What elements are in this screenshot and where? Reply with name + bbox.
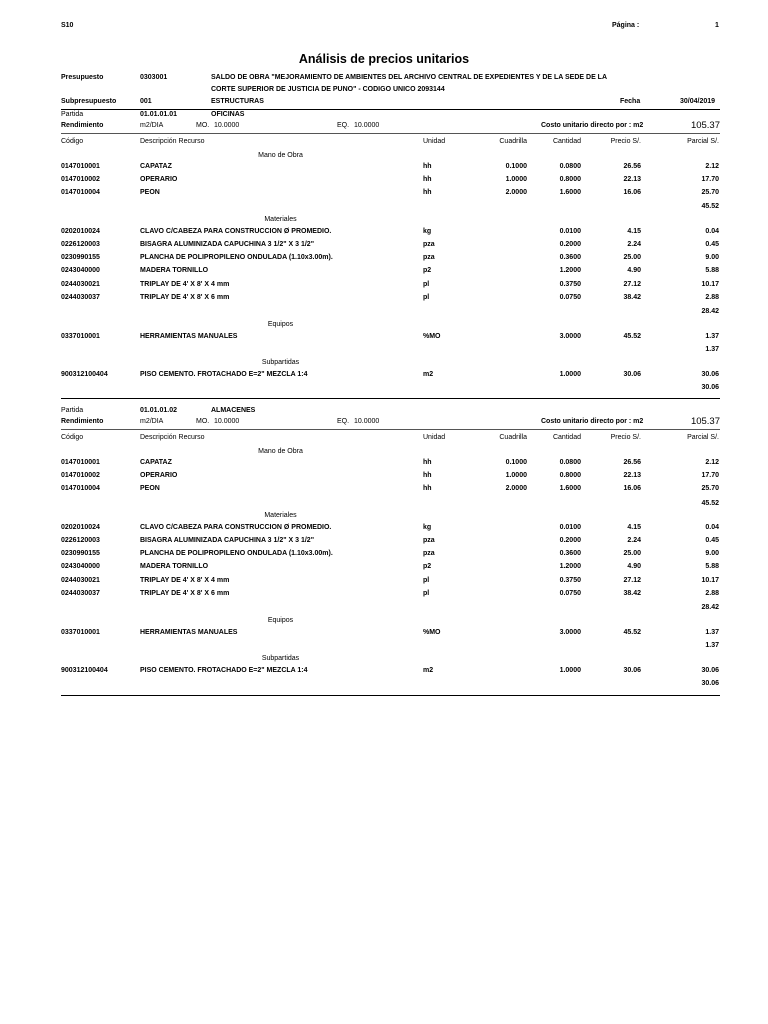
eq-label: EQ. <box>337 418 350 425</box>
subtotal-row: 30.06 <box>701 384 719 391</box>
partida-code: 01.01.01.01 <box>140 111 177 118</box>
table-row: 0202010024 CLAVO C/CABEZA PARA CONSTRUCCION Ø PROMEDIO. kg 0.0100 4.15 0.04 <box>61 228 719 235</box>
section-equipos: Equipos <box>267 617 294 624</box>
table-row: 0147010004 PEON hh 2.0000 1.6000 16.06 25.70 <box>61 485 719 492</box>
table-row: 0244030021 TRIPLAY DE 4' X 8' X 4 mm pl 0.3750 27.12 10.17 <box>61 577 719 584</box>
section-equipos: Equipos <box>267 321 294 328</box>
eq-label: EQ. <box>337 122 350 129</box>
section-subpartidas: Subpartidas <box>261 655 300 662</box>
subtotal-row: 30.06 <box>701 680 719 687</box>
rendimiento-label: Rendimiento <box>61 122 104 129</box>
table-row: 0337010001 HERRAMIENTAS MANUALES %MO 3.0000 45.52 1.37 <box>61 629 719 636</box>
col-cuadrilla: Cuadrilla <box>499 434 527 441</box>
col-descripcion: Descripción Recurso <box>140 434 205 441</box>
table-row: 0337010001 HERRAMIENTAS MANUALES %MO 3.0000 45.52 1.37 <box>61 333 719 340</box>
divider <box>61 133 720 134</box>
table-row: 0202010024 CLAVO C/CABEZA PARA CONSTRUCCION Ø PROMEDIO. kg 0.0100 4.15 0.04 <box>61 524 719 531</box>
subtotal-row: 1.37 <box>705 642 719 649</box>
table-row: 900312100404 PISO CEMENTO. FROTACHADO E=2" MEZCLA 1:4 m2 1.0000 30.06 30.06 <box>61 371 719 378</box>
page-number: 1 <box>715 22 719 29</box>
column-header-row <box>61 431 720 444</box>
divider <box>61 109 720 110</box>
table-row: 0243040000 MADERA TORNILLO p2 1.2000 4.90 5.88 <box>61 563 719 570</box>
table-row: 0244030021 TRIPLAY DE 4' X 8' X 4 mm pl 0.3750 27.12 10.17 <box>61 281 719 288</box>
partida-name: ALMACENES <box>211 407 256 414</box>
mo-label: MO. <box>196 122 210 129</box>
costo-unitario-label: Costo unitario directo por : m2 <box>541 122 644 129</box>
table-row: 900312100404 PISO CEMENTO. FROTACHADO E=2" MEZCLA 1:4 m2 1.0000 30.06 30.06 <box>61 667 719 674</box>
table-row: 0147010002 OPERARIO hh 1.0000 0.8000 22.13 17.70 <box>61 176 719 183</box>
table-row: 0147010001 CAPATAZ hh 0.1000 0.0800 26.56 2.12 <box>61 163 719 170</box>
partida-code: 01.01.01.02 <box>140 407 177 414</box>
fecha-value: 30/04/2019 <box>680 98 716 105</box>
eq-value: 10.0000 <box>354 418 380 425</box>
section-subpartidas: Subpartidas <box>261 359 300 366</box>
subtotal-row: 45.52 <box>701 203 719 210</box>
divider <box>61 695 720 696</box>
partida-label: Partida <box>61 111 84 118</box>
fecha-label: Fecha <box>620 98 641 105</box>
table-row: 0230990155 PLANCHA DE POLIPROPILENO ONDULADA (1.10x3.00m). pza 0.3600 25.00 9.00 <box>61 254 719 261</box>
section-mano-obra: Mano de Obra <box>258 152 303 159</box>
col-unidad: Unidad <box>423 138 446 145</box>
table-row: 0147010001 CAPATAZ hh 0.1000 0.0800 26.56 2.12 <box>61 459 719 466</box>
col-unidad: Unidad <box>423 434 446 441</box>
presupuesto-description-line1: SALDO DE OBRA "MEJORAMIENTO DE AMBIENTES DEL ARCHIVO CENTRAL DE EXPEDIENTES Y DE LA SEDE DE LA <box>211 74 608 81</box>
col-codigo: Código <box>61 138 84 145</box>
section-materiales: Materiales <box>264 216 297 223</box>
table-row: 0243040000 MADERA TORNILLO p2 1.2000 4.90 5.88 <box>61 267 719 274</box>
table-row: 0147010004 PEON hh 2.0000 1.6000 16.06 25.70 <box>61 189 719 196</box>
rendimiento-label: Rendimiento <box>61 418 104 425</box>
col-parcial: Parcial S/. <box>687 434 719 441</box>
col-parcial: Parcial S/. <box>687 138 719 145</box>
table-row: 0244030037 TRIPLAY DE 4' X 8' X 6 mm pl 0.0750 38.42 2.88 <box>61 294 719 301</box>
mo-value: 10.0000 <box>214 122 240 129</box>
col-descripcion: Descripción Recurso <box>140 138 205 145</box>
divider <box>61 398 720 399</box>
costo-unitario-value: 105.37 <box>690 416 720 427</box>
table-row: 0230990155 PLANCHA DE POLIPROPILENO ONDULADA (1.10x3.00m). pza 0.3600 25.00 9.00 <box>61 550 719 557</box>
mo-value: 10.0000 <box>214 418 240 425</box>
col-precio: Precio S/. <box>610 434 641 441</box>
table-row: 0226120003 BISAGRA ALUMINIZADA CAPUCHINA 3 1/2" X 3 1/2" pza 0.2000 2.24 0.45 <box>61 537 719 544</box>
section-mano-obra: Mano de Obra <box>258 448 303 455</box>
page-title: Análisis de precios unitarios <box>298 52 470 66</box>
subpresupuesto-code: 001 <box>140 98 152 105</box>
software-code: S10 <box>61 22 74 29</box>
subtotal-row: 45.52 <box>701 500 719 507</box>
presupuesto-label: Presupuesto <box>61 74 104 81</box>
partida-name: OFICINAS <box>211 111 245 118</box>
costo-unitario-label: Costo unitario directo por : m2 <box>541 418 644 425</box>
col-precio: Precio S/. <box>610 138 641 145</box>
partida-label: Partida <box>61 407 84 414</box>
mo-label: MO. <box>196 418 210 425</box>
divider <box>61 429 720 430</box>
presupuesto-code: 0303001 <box>140 74 168 81</box>
col-cuadrilla: Cuadrilla <box>499 138 527 145</box>
page-label: Página : <box>612 22 640 29</box>
rendimiento-unit: m2/DIA <box>140 122 164 129</box>
costo-unitario-value: 105.37 <box>690 120 720 131</box>
subpresupuesto-name: ESTRUCTURAS <box>211 98 264 105</box>
col-codigo: Código <box>61 434 84 441</box>
col-cantidad: Cantidad <box>552 138 581 145</box>
presupuesto-description-line2: CORTE SUPERIOR DE JUSTICIA DE PUNO" - CODIGO UNICO 2093144 <box>211 86 445 93</box>
col-cantidad: Cantidad <box>552 434 581 441</box>
eq-value: 10.0000 <box>354 122 380 129</box>
subtotal-row: 28.42 <box>701 604 719 611</box>
rendimiento-unit: m2/DIA <box>140 418 164 425</box>
table-row: 0244030037 TRIPLAY DE 4' X 8' X 6 mm pl 0.0750 38.42 2.88 <box>61 590 719 597</box>
subtotal-row: 1.37 <box>705 346 719 353</box>
subpresupuesto-label: Subpresupuesto <box>61 98 117 105</box>
table-row: 0147010002 OPERARIO hh 1.0000 0.8000 22.13 17.70 <box>61 472 719 479</box>
table-row: 0226120003 BISAGRA ALUMINIZADA CAPUCHINA 3 1/2" X 3 1/2" pza 0.2000 2.24 0.45 <box>61 241 719 248</box>
section-materiales: Materiales <box>264 512 297 519</box>
subtotal-row: 28.42 <box>701 308 719 315</box>
column-header-row <box>61 135 720 148</box>
